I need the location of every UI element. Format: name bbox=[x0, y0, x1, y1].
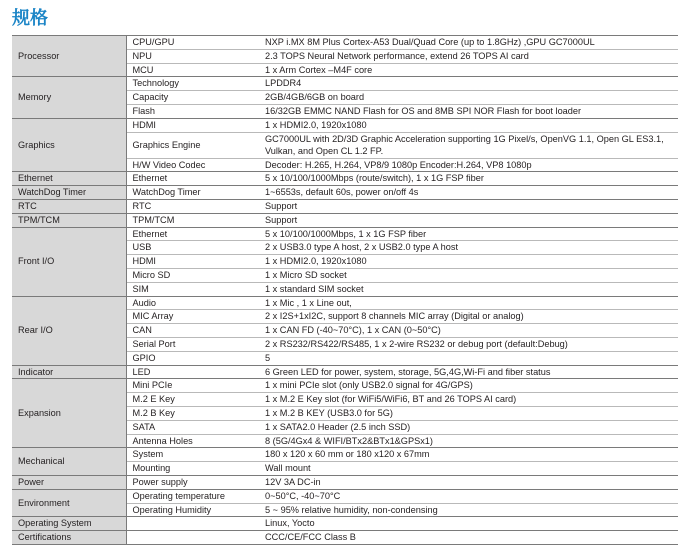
spec-value: Support bbox=[259, 199, 678, 213]
spec-item: Serial Port bbox=[126, 337, 259, 351]
spec-category: RTC bbox=[12, 199, 126, 213]
spec-value: 2 x I2S+1xI2C, support 8 channels MIC array (Digital or analog) bbox=[259, 310, 678, 324]
spec-value: CCC/CE/FCC Class B bbox=[259, 531, 678, 545]
spec-category: WatchDog Timer bbox=[12, 186, 126, 200]
spec-category: Certifications bbox=[12, 531, 126, 545]
spec-row bbox=[12, 489, 678, 503]
spec-row bbox=[12, 475, 678, 489]
spec-item: Mounting bbox=[126, 462, 259, 476]
spec-item: SIM bbox=[126, 282, 259, 296]
spec-category: Power bbox=[12, 475, 126, 489]
spec-item: Operating Humidity bbox=[126, 503, 259, 517]
spec-item: GPIO bbox=[126, 351, 259, 365]
spec-item: Operating temperature bbox=[126, 489, 259, 503]
spec-value: Wall mount bbox=[259, 462, 678, 476]
spec-category: TPM/TCM bbox=[12, 213, 126, 227]
spec-category: Mechanical bbox=[12, 448, 126, 476]
spec-item: Flash bbox=[126, 104, 259, 118]
spec-value: 5 x 10/100/1000Mbps (route/switch), 1 x 1G FSP fiber bbox=[259, 172, 678, 186]
spec-row bbox=[12, 186, 678, 200]
spec-category: Processor bbox=[12, 36, 126, 77]
spec-item: System bbox=[126, 448, 259, 462]
spec-value: 5 x 10/100/1000Mbps, 1 x 1G FSP fiber bbox=[259, 227, 678, 241]
spec-value: 12V 3A DC-in bbox=[259, 475, 678, 489]
spec-value: 2 x USB3.0 type A host, 2 x USB2.0 type A host bbox=[259, 241, 678, 255]
spec-category: Environment bbox=[12, 489, 126, 517]
spec-item: LED bbox=[126, 365, 259, 379]
spec-table bbox=[12, 35, 678, 545]
spec-item: H/W Video Codec bbox=[126, 158, 259, 172]
spec-item: M.2 B Key bbox=[126, 406, 259, 420]
spec-item: Capacity bbox=[126, 91, 259, 105]
spec-item: Ethernet bbox=[126, 172, 259, 186]
spec-value: 1 x CAN FD (-40~70°C), 1 x CAN (0~50°C) bbox=[259, 324, 678, 338]
spec-value: 8 (5G/4Gx4 & WIFI/BTx2&BTx1&GPSx1) bbox=[259, 434, 678, 448]
spec-item: TPM/TCM bbox=[126, 213, 259, 227]
spec-table-body bbox=[12, 36, 678, 545]
spec-value: 1 x mini PCIe slot (only USB2.0 signal for 4G/GPS) bbox=[259, 379, 678, 393]
spec-item: Audio bbox=[126, 296, 259, 310]
spec-item: M.2 E Key bbox=[126, 393, 259, 407]
spec-value: LPDDR4 bbox=[259, 77, 678, 91]
spec-item: Mini PCIe bbox=[126, 379, 259, 393]
spec-value: 1 x M.2 B KEY (USB3.0 for 5G) bbox=[259, 406, 678, 420]
spec-value: 2GB/4GB/6GB on board bbox=[259, 91, 678, 105]
spec-category: Indicator bbox=[12, 365, 126, 379]
spec-item bbox=[126, 531, 259, 545]
spec-value: Decoder: H.265, H.264, VP8/9 1080p Encoder:H.264, VP8 1080p bbox=[259, 158, 678, 172]
spec-row bbox=[12, 448, 678, 462]
spec-value: 1~6553s, default 60s, power on/off 4s bbox=[259, 186, 678, 200]
spec-item: NPU bbox=[126, 49, 259, 63]
spec-category: Graphics bbox=[12, 118, 126, 172]
spec-row bbox=[12, 77, 678, 91]
spec-item: WatchDog Timer bbox=[126, 186, 259, 200]
spec-value: 1 x HDMI2.0, 1920x1080 bbox=[259, 118, 678, 132]
spec-category: Memory bbox=[12, 77, 126, 118]
spec-value: 5 bbox=[259, 351, 678, 365]
spec-value: NXP i.MX 8M Plus Cortex-A53 Dual/Quad Core (up to 1.8GHz) ,GPU GC7000UL bbox=[259, 36, 678, 50]
spec-row bbox=[12, 199, 678, 213]
page-title: 规格 bbox=[12, 8, 48, 28]
spec-category: Ethernet bbox=[12, 172, 126, 186]
spec-value: 16/32GB EMMC NAND Flash for OS and 8MB SPI NOR Flash for boot loader bbox=[259, 104, 678, 118]
spec-item: USB bbox=[126, 241, 259, 255]
spec-row bbox=[12, 213, 678, 227]
spec-value: Support bbox=[259, 213, 678, 227]
spec-item bbox=[126, 517, 259, 531]
spec-item: Power supply bbox=[126, 475, 259, 489]
spec-value: 1 x Arm Cortex –M4F core bbox=[259, 63, 678, 77]
spec-item: MCU bbox=[126, 63, 259, 77]
spec-row bbox=[12, 517, 678, 531]
spec-value: 2.3 TOPS Neural Network performance, extend 26 TOPS AI card bbox=[259, 49, 678, 63]
spec-value: 6 Green LED for power, system, storage, 5G,4G,Wi-Fi and fiber status bbox=[259, 365, 678, 379]
spec-item: RTC bbox=[126, 199, 259, 213]
spec-category: Expansion bbox=[12, 379, 126, 448]
spec-item: HDMI bbox=[126, 118, 259, 132]
spec-value: GC7000UL with 2D/3D Graphic Acceleration supporting 1G Pixel/s, OpenVG 1.1, Open GL ES3.1, Vulkan, and Open CL 1.2 FP. bbox=[259, 132, 678, 158]
spec-row bbox=[12, 531, 678, 545]
spec-item: CAN bbox=[126, 324, 259, 338]
spec-value: Linux, Yocto bbox=[259, 517, 678, 531]
spec-item: Technology bbox=[126, 77, 259, 91]
spec-value: 5 ~ 95% relative humidity, non-condensing bbox=[259, 503, 678, 517]
spec-row bbox=[12, 227, 678, 241]
spec-row bbox=[12, 172, 678, 186]
spec-value: 1 x Mic , 1 x Line out, bbox=[259, 296, 678, 310]
spec-value: 1 x M.2 E Key slot (for WiFi5/WiFi6, BT and 26 TOPS AI card) bbox=[259, 393, 678, 407]
spec-category: Front I/O bbox=[12, 227, 126, 296]
spec-value: 1 x SATA2.0 Header (2.5 inch SSD) bbox=[259, 420, 678, 434]
spec-row bbox=[12, 296, 678, 310]
spec-item: MIC Array bbox=[126, 310, 259, 324]
spec-value: 2 x RS232/RS422/RS485, 1 x 2-wire RS232 or debug port (default:Debug) bbox=[259, 337, 678, 351]
spec-value: 180 x 120 x 60 mm or 180 x120 x 67mm bbox=[259, 448, 678, 462]
spec-category: Operating System bbox=[12, 517, 126, 531]
spec-category: Rear I/O bbox=[12, 296, 126, 365]
spec-value: 1 x standard SIM socket bbox=[259, 282, 678, 296]
spec-item: SATA bbox=[126, 420, 259, 434]
spec-row bbox=[12, 379, 678, 393]
spec-row bbox=[12, 36, 678, 50]
spec-row bbox=[12, 365, 678, 379]
spec-value: 0~50°C, -40~70°C bbox=[259, 489, 678, 503]
spec-item: Ethernet bbox=[126, 227, 259, 241]
spec-item: Graphics Engine bbox=[126, 132, 259, 158]
spec-item: CPU/GPU bbox=[126, 36, 259, 50]
spec-value: 1 x Micro SD socket bbox=[259, 268, 678, 282]
spec-item: Micro SD bbox=[126, 268, 259, 282]
spec-item: HDMI bbox=[126, 255, 259, 269]
spec-row bbox=[12, 118, 678, 132]
spec-value: 1 x HDMI2.0, 1920x1080 bbox=[259, 255, 678, 269]
spec-item: Antenna Holes bbox=[126, 434, 259, 448]
